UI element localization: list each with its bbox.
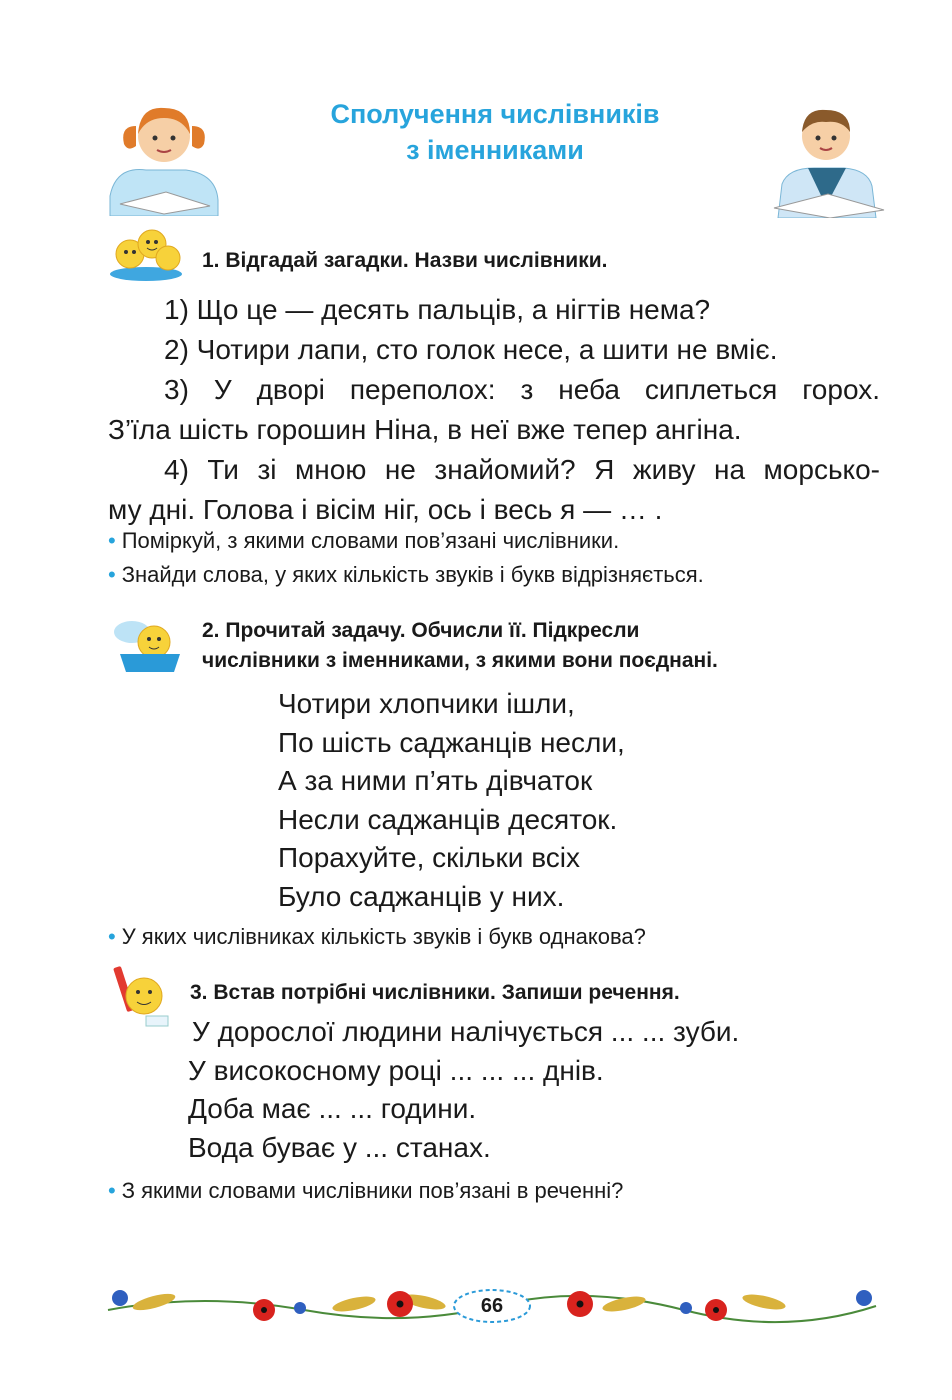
poem-line: Було саджанців у них.	[278, 880, 565, 912]
smiley-pencil-icon	[106, 962, 172, 1030]
exercise-2-bullet	[108, 920, 646, 954]
bullet-item	[108, 558, 704, 592]
smiley-group-icon	[106, 226, 188, 282]
page-title	[250, 96, 740, 168]
exercise-3-bullet	[108, 1174, 623, 1208]
bullet-dot: •	[108, 562, 116, 587]
sentence-line: У високосному році ... ... ... днів.	[188, 1054, 604, 1086]
poem-line: Порахуйте, скільки всіх	[278, 842, 580, 873]
page-number: 66	[480, 1295, 504, 1317]
bullet-dot: •	[108, 924, 116, 949]
riddle-line: 1) Що це — десять пальців, а нігтів нема?	[164, 294, 711, 325]
exercise-1-heading: 1. Відгадай загадки. Назви числівники.	[202, 249, 608, 272]
riddle-line: 4) Ти зі мною не знайомий? Я живу на морсько-	[164, 454, 880, 485]
poem-line: По шість саджанців несли,	[278, 726, 625, 758]
bullet-text: Поміркуй, з якими словами пов’язані числівники.	[121, 528, 620, 553]
exercise-1-body	[108, 290, 880, 530]
bullet-text: З якими словами числівники пов’язані в реченні?	[121, 1178, 624, 1203]
riddle-line: 3) У дворі переполох: з неба сиплеться горох.	[164, 374, 880, 405]
bullet-text: У яких числівниках кількість звуків і букв однакова?	[121, 924, 646, 949]
exercise-1-bullets	[108, 524, 704, 592]
girl-illustration-icon	[106, 96, 222, 216]
riddle-line: 2) Чотири лапи, сто голок несе, а шити не вміє.	[164, 334, 778, 365]
boy-illustration-icon	[768, 98, 886, 218]
title-line-1: Сполучення числівників	[330, 99, 660, 129]
bullet-item	[108, 524, 704, 558]
sentence-line: Вода буває у ... станах.	[188, 1131, 491, 1163]
poem-line: А за ними п’ять дівчаток	[278, 765, 593, 796]
poem-line: Несли саджанців десяток.	[278, 803, 618, 835]
exercise-2-heading-line-2: числівники з іменниками, з якими вони поєднані.	[202, 649, 718, 672]
exercise-2-poem	[278, 685, 625, 916]
bullet-text: Знайди слова, у яких кількість звуків і букв відрізняється.	[121, 562, 704, 587]
exercise-3-body	[188, 1013, 739, 1167]
sentence-line: Доба має ... ... години.	[188, 1093, 477, 1124]
exercise-2-heading-line-1: 2. Прочитай задачу. Обчисли її. Підкресли	[202, 619, 640, 642]
exercise-3-heading: 3. Встав потрібні числівники. Запиши речення.	[190, 981, 680, 1004]
riddle-line: З’їла шість горошин Ніна, в неї вже тепер ангіна.	[108, 414, 742, 445]
poem-line: Чотири хлопчики ішли,	[278, 688, 575, 719]
sentence-line: У дорослої людини налічується ... ... зуби.	[192, 1016, 740, 1047]
bullet-dot: •	[108, 528, 116, 553]
smiley-reading-icon	[106, 614, 186, 674]
exercise-2-heading	[202, 616, 718, 676]
riddle-line: му дні. Голова і вісім ніг, ось і весь я — … .	[108, 494, 663, 525]
title-line-2: з іменниками	[406, 135, 584, 165]
bullet-dot: •	[108, 1178, 116, 1203]
